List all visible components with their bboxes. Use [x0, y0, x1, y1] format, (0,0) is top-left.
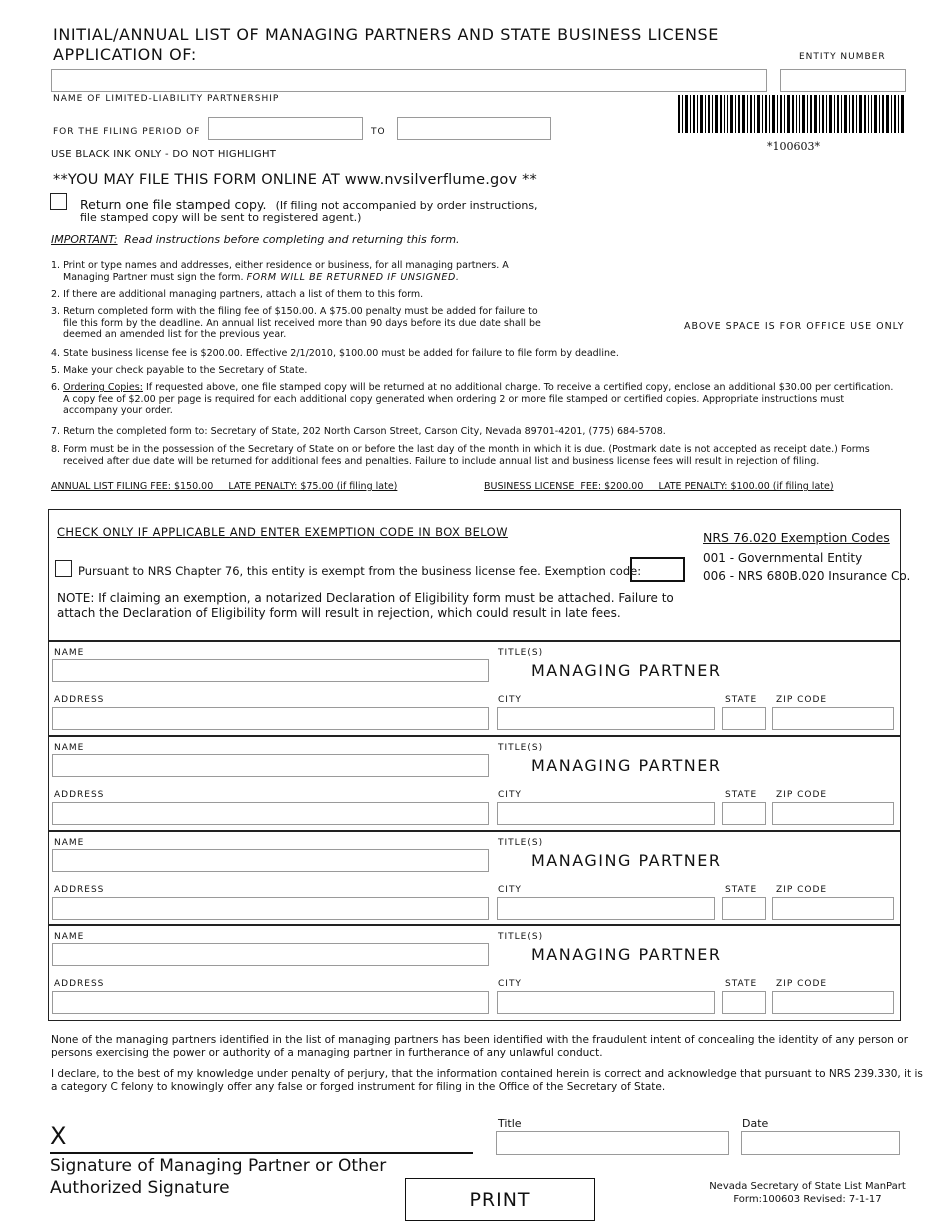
exemption-pursuant-text: Pursuant to NRS Chapter 76, this entity is exempt from the business license fee. Exemption code:	[78, 564, 642, 578]
partner-name-label: NAME	[54, 743, 85, 753]
office-use-label: ABOVE SPACE IS FOR OFFICE USE ONLY	[684, 321, 905, 332]
signature-label-line1: Signature of Managing Partner or Other	[50, 1156, 387, 1176]
partner-title-label: TITLE(S)	[498, 838, 544, 848]
instruction-6-prefix: 6.	[51, 382, 61, 393]
instruction-1-emphasis: FORM WILL BE RETURNED IF UNSIGNED.	[246, 271, 460, 283]
partner-city-field[interactable]	[497, 991, 715, 1014]
partner-state-field[interactable]	[722, 897, 766, 920]
partner-title-value: MANAGING PARTNER	[531, 945, 722, 964]
instruction-3-line1: 3. Return completed form with the filing fee of $150.00. A $75.00 penalty must be added for failure to	[51, 306, 538, 317]
entity-number-field[interactable]	[780, 69, 906, 92]
ink-notice: USE BLACK INK ONLY - DO NOT HIGHLIGHT	[51, 149, 277, 160]
return-copy-checkbox[interactable]	[50, 193, 67, 210]
partner-address-field[interactable]	[52, 897, 489, 920]
instruction-1-line2	[51, 272, 911, 284]
important-text: Read instructions before completing and returning this form.	[124, 233, 460, 246]
partner-name-field[interactable]	[52, 849, 489, 872]
partner-address-field[interactable]	[52, 802, 489, 825]
partner-name-field[interactable]	[52, 754, 489, 777]
partner-state-field[interactable]	[722, 707, 766, 730]
partner-zip-field[interactable]	[772, 897, 894, 920]
online-filing-notice: **YOU MAY FILE THIS FORM ONLINE AT www.nvsilverflume.gov **	[53, 172, 537, 188]
annual-list-fee: ANNUAL LIST FILING FEE: $150.00 LATE PENALTY: $75.00 (if filing late)	[51, 481, 398, 492]
partner-city-label: CITY	[498, 695, 522, 705]
instruction-5	[51, 365, 911, 377]
partner-zip-field[interactable]	[772, 802, 894, 825]
exemption-codes-title: NRS 76.020 Exemption Codes	[703, 530, 890, 545]
exemption-heading: CHECK ONLY IF APPLICABLE AND ENTER EXEMPTION CODE IN BOX BELOW	[57, 525, 508, 539]
instruction-3-line2: file this form by the deadline. An annual list received more than 90 days before its due date shall be	[63, 317, 541, 329]
instruction-7-line1: 7. Return the completed form to: Secretary of State, 202 North Carson Street, Carson City, Nevada 89701-4201, (775) 684-5708.	[51, 426, 666, 437]
form-title-line2: APPLICATION OF:	[53, 45, 197, 64]
exemption-code-001: 001 - Governmental Entity	[703, 551, 863, 565]
exemption-code-field[interactable]	[630, 557, 685, 582]
filing-period-to-label: TO	[371, 127, 386, 137]
partner-address-field[interactable]	[52, 707, 489, 730]
partner-title-value: MANAGING PARTNER	[531, 661, 722, 680]
partner-zip-label: ZIP CODE	[776, 885, 828, 895]
important-label: IMPORTANT:	[51, 233, 118, 246]
partner-city-label: CITY	[498, 979, 522, 989]
declaration-2-line2: a category C felony to knowingly offer any false or forged instrument for filing in the Office of the Secretary of State.	[51, 1080, 666, 1093]
partner-title-value: MANAGING PARTNER	[531, 756, 722, 775]
barcode-text: *100603*	[767, 140, 820, 153]
instruction-3-line3: deemed an amended list for the previous year.	[63, 329, 287, 340]
partner-state-label: STATE	[725, 885, 758, 895]
partner-name-label: NAME	[54, 932, 85, 942]
partner-name-field[interactable]	[52, 943, 489, 966]
instruction-6-line2: A copy fee of $2.00 per page is required for each additional copy generated when ordering 2 or more file stamped or certified copies. Appropriate instructions must	[63, 393, 845, 405]
partner-city-label: CITY	[498, 790, 522, 800]
signature-date-field[interactable]	[741, 1131, 900, 1155]
declaration-1-line2: persons exercising the power or authority of a managing partner in furtherance of any unlawful conduct.	[51, 1046, 603, 1059]
partner-title-value: MANAGING PARTNER	[531, 851, 722, 870]
partner-name-label: NAME	[54, 648, 85, 658]
partner-city-field[interactable]	[497, 802, 715, 825]
instruction-6-line3: accompany your order.	[63, 405, 173, 416]
instruction-7	[51, 426, 911, 438]
signature-label-line2: Authorized Signature	[50, 1178, 230, 1198]
signature-line[interactable]	[50, 1152, 473, 1154]
partner-address-field[interactable]	[52, 991, 489, 1014]
footer-form-name: Nevada Secretary of State List ManPart	[709, 1181, 906, 1192]
partner-zip-field[interactable]	[772, 707, 894, 730]
partner-state-field[interactable]	[722, 991, 766, 1014]
partner-city-field[interactable]	[497, 897, 715, 920]
partner-state-label: STATE	[725, 979, 758, 989]
barcode	[678, 95, 906, 133]
instruction-3	[51, 306, 911, 341]
llp-name-label: NAME OF LIMITED-LIABILITY PARTNERSHIP	[53, 94, 280, 104]
footer-form-number: Form:100603 Revised: 7-1-17	[733, 1194, 882, 1205]
partner-state-label: STATE	[725, 695, 758, 705]
instruction-1	[51, 260, 911, 283]
declaration-paragraph-1	[51, 1034, 908, 1059]
date-label: Date	[742, 1117, 769, 1130]
partner-zip-field[interactable]	[772, 991, 894, 1014]
partner-zip-label: ZIP CODE	[776, 790, 828, 800]
instruction-4-line1: 4. State business license fee is $200.00. Effective 2/1/2010, $100.00 must be added for failure to file form by deadline.	[51, 348, 619, 359]
instruction-8-line2: received after due date will be returned for additional fees and penalties. Failure to include annual list and business license fees will result in rejection of filing.	[63, 455, 820, 467]
partner-address-label: ADDRESS	[54, 790, 105, 800]
return-copy-note-line2: file stamped copy will be sent to registered agent.)	[80, 211, 362, 224]
instruction-5-line1: 5. Make your check payable to the Secretary of State.	[51, 365, 308, 376]
partner-state-label: STATE	[725, 790, 758, 800]
form-title-line1: INITIAL/ANNUAL LIST OF MANAGING PARTNERS AND STATE BUSINESS LICENSE	[53, 25, 719, 44]
instruction-2	[51, 289, 911, 301]
partner-city-label: CITY	[498, 885, 522, 895]
partner-address-label: ADDRESS	[54, 979, 105, 989]
form-title	[53, 25, 719, 65]
exemption-code-006: 006 - NRS 680B.020 Insurance Co.	[703, 569, 911, 583]
instruction-2-line1: 2. If there are additional managing partners, attach a list of them to this form.	[51, 289, 424, 300]
form-footer	[700, 1180, 915, 1206]
instruction-8-line1: 8. Form must be in the possession of the Secretary of State on or before the last day of the month in which it is due. (Postmark date is not accepted as receipt date.) Forms	[51, 444, 870, 455]
barcode-graphic	[678, 95, 906, 133]
declaration-2-line1: I declare, to the best of my knowledge under penalty of perjury, that the information contained herein is correct and acknowledge that pursuant to NRS 239.330, it is	[51, 1068, 923, 1080]
partner-zip-label: ZIP CODE	[776, 695, 828, 705]
partner-state-field[interactable]	[722, 802, 766, 825]
print-button[interactable]: PRINT	[405, 1178, 595, 1221]
business-license-fee: BUSINESS LICENSE FEE: $200.00 LATE PENALTY: $100.00 (if filing late)	[484, 481, 834, 492]
instruction-6	[51, 382, 911, 417]
partner-title-label: TITLE(S)	[498, 648, 544, 658]
partner-name-field[interactable]	[52, 659, 489, 682]
filing-period-to-field[interactable]	[397, 117, 551, 140]
exemption-note-line1: NOTE: If claiming an exemption, a notarized Declaration of Eligibility form must be attached. Failure to	[57, 591, 674, 605]
exemption-checkbox[interactable]	[55, 560, 72, 577]
partner-title-label: TITLE(S)	[498, 932, 544, 942]
instruction-6-ordering-copies: Ordering Copies:	[63, 382, 143, 393]
declaration-paragraph-2	[51, 1068, 923, 1093]
instruction-4	[51, 348, 911, 360]
instruction-1-line1: 1. Print or type names and addresses, either residence or business, for all managing partners. A	[51, 260, 509, 271]
partner-name-label: NAME	[54, 838, 85, 848]
return-copy-note-line1: (If filing not accompanied by order instructions,	[275, 199, 538, 212]
return-copy-label-text: Return one file stamped copy.	[80, 197, 267, 212]
signature-label	[50, 1155, 386, 1199]
instruction-1-line2-text: Managing Partner must sign the form.	[63, 271, 244, 283]
title-label: Title	[498, 1117, 522, 1130]
instruction-8	[51, 444, 911, 467]
partner-title-label: TITLE(S)	[498, 743, 544, 753]
instruction-6-line1: If requested above, one file stamped copy will be returned at no additional charge. To receive a certified copy, enclose an additional $30.00 per certification.	[145, 382, 894, 393]
important-notice	[51, 233, 460, 246]
signature-x-mark: X	[50, 1122, 67, 1150]
partner-address-label: ADDRESS	[54, 885, 105, 895]
exemption-note-line2: attach the Declaration of Eligibility form will result in rejection, which could result in late fees.	[57, 606, 621, 620]
llp-name-field[interactable]	[51, 69, 767, 92]
signer-title-field[interactable]	[496, 1131, 729, 1155]
filing-period-label: FOR THE FILING PERIOD OF	[53, 127, 201, 137]
declaration-1-line1: None of the managing partners identified in the list of managing partners has been identified with the fraudulent intent of concealing the identity of any person or	[51, 1034, 909, 1046]
filing-period-from-field[interactable]	[208, 117, 363, 140]
entity-number-label: ENTITY NUMBER	[799, 52, 886, 62]
partner-city-field[interactable]	[497, 707, 715, 730]
partner-zip-label: ZIP CODE	[776, 979, 828, 989]
exemption-note	[57, 591, 674, 621]
partner-address-label: ADDRESS	[54, 695, 105, 705]
